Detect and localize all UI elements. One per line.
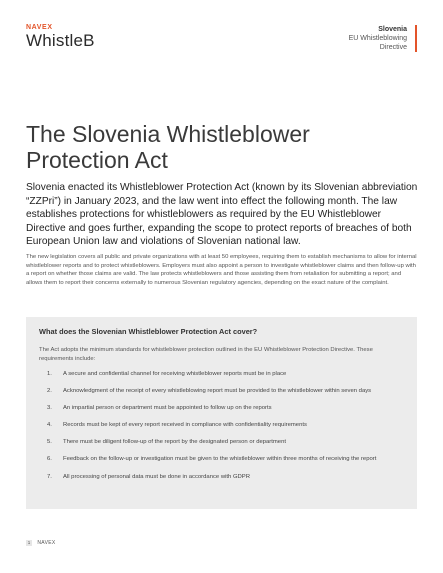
list-item-number: 7. xyxy=(47,473,52,480)
list-item-text: Acknowledgment of the receipt of every whistleblowing report must be provided to the whistleblower within seven days xyxy=(63,388,372,395)
list-item xyxy=(39,421,409,438)
list-item-text: There must be diligent follow-up of the report by the designated person or department xyxy=(63,439,286,446)
page-title xyxy=(26,121,406,173)
page-footer xyxy=(26,540,55,546)
logo-product: WhistleB xyxy=(26,31,95,50)
list-item xyxy=(39,455,409,472)
intro-paragraph: Slovenia enacted its Whistleblower Protection Act (known by its Slovenian abbreviation “ZZPri”) in January 2023, and the law went into effect the following month. The law establishes protections for whistleblowers as required by the EU Whistleblower Directive and goes further, expanding the scope to protect reports of breaches of both European Union law and violations of Slovenian national law. xyxy=(26,182,418,248)
list-item-number: 3. xyxy=(47,405,52,412)
callout-title: What does the Slovenian Whistleblower Protection Act cover? xyxy=(39,327,258,336)
logo-company: NAVEX xyxy=(26,24,53,31)
list-item-number: 6. xyxy=(47,456,52,463)
body-paragraph: The new legislation covers all public and private organizations with at least 50 employees, requiring them to establish mechanisms to allow for internal whistleblower reports and to protect whistleblowers. Employers must also appoint a person to investigate whistleblower claims and then follow-up with a report on whether those claims are valid. The law protects whistleblowers and those assisting them from retaliation for submitting a report; and allows them to report their concerns externally to numerous Slovenian regulatory agencies, depending on the exact nature of the complaint. xyxy=(26,254,417,286)
list-item-text: All processing of personal data must be done in accordance with GDPR xyxy=(63,473,250,480)
page-title-line1: The Slovenia Whistleblower xyxy=(26,121,310,147)
list-item-number: 4. xyxy=(47,422,52,429)
list-item xyxy=(39,370,409,387)
list-item-text: An impartial person or department must be appointed to follow up on the reports xyxy=(63,405,272,412)
callout-intro: The Act adopts the minimum standards for whistleblower protection outlined in the EU Whistleblower Protection Directive. These requirements include: xyxy=(39,347,373,362)
page-number: 1 xyxy=(27,540,31,545)
list-item-text: Feedback on the follow-up or investigation must be given to the whistleblower within three months of receiving the report xyxy=(63,456,377,463)
document-header xyxy=(349,25,417,52)
page-title-line2: Protection Act xyxy=(26,147,168,173)
brand-logo xyxy=(26,24,95,50)
requirements-callout xyxy=(26,317,417,509)
list-item xyxy=(39,387,409,404)
requirements-list xyxy=(39,370,409,490)
list-item-text: Records must be kept of every report received in compliance with confidentiality requirements xyxy=(63,422,307,429)
header-subtitle-line2: Directive xyxy=(379,44,407,51)
header-subtitle-line1: EU Whistleblowing xyxy=(348,35,407,42)
list-item-text: A secure and confidential channel for receiving whistleblower reports must be in place xyxy=(63,371,287,377)
list-item-number: 5. xyxy=(47,439,52,446)
list-item xyxy=(39,404,409,421)
list-item xyxy=(39,473,409,490)
list-item-number: 2. xyxy=(47,388,52,395)
list-item-number: 1. xyxy=(47,371,52,377)
list-item xyxy=(39,438,409,455)
footer-brand: NAVEX xyxy=(37,540,56,546)
header-title: Slovenia xyxy=(378,26,407,33)
